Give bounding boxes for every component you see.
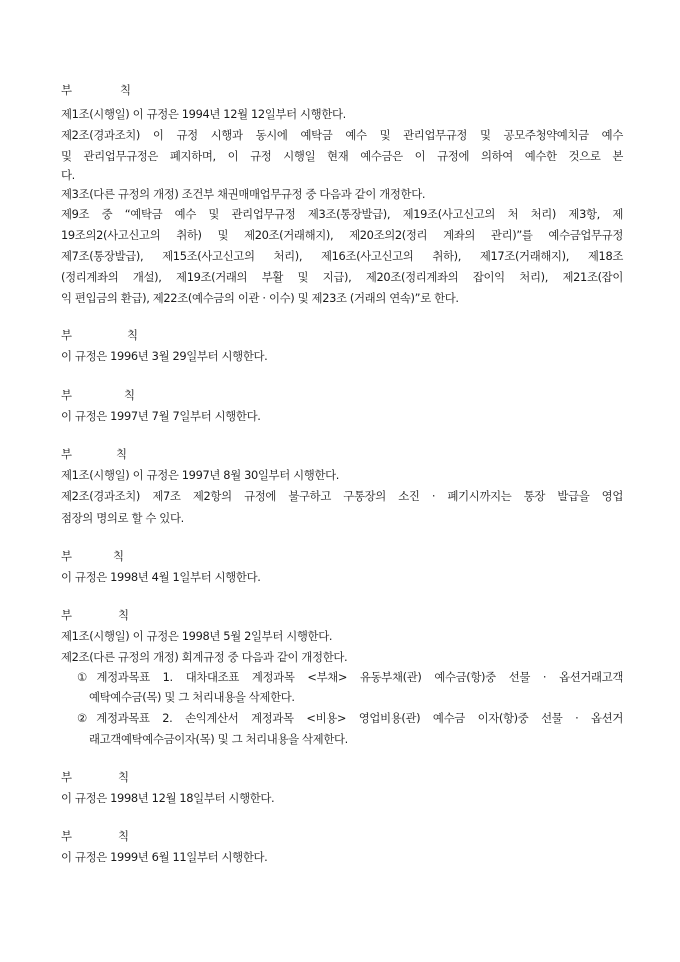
article-item-line: ②계정과목표 2. 손익계산서 계정과목 <비용> 영업비용(관) 예수금 이자(항)중 선물 · 옵션거 bbox=[77, 711, 623, 725]
article-line: 이 규정은 1999년 6월 11일부터 시행한다. bbox=[61, 850, 268, 864]
article-line: 제1조(시행일) 이 규정은 1997년 8월 30일부터 시행한다. bbox=[61, 468, 340, 482]
article-item-line: 래고객예탁예수금이자(목) 및 그 처리내용을 삭제한다. bbox=[89, 732, 348, 746]
addendum-heading: 부 칙 bbox=[61, 447, 128, 461]
article-line: 이 규정은 1998년 4월 1일부터 시행한다. bbox=[61, 570, 261, 584]
article-item-line: ①계정과목표 1. 대차대조표 계정과목 <부채> 유동부채(관) 예수금(항)중 선물 · 옵션거래고객 bbox=[77, 670, 623, 684]
article-line: 제2조(경과조치) 이 규정 시행과 동시에 예탁금 예수 및 관리업무규정 및 공모주청약예치금 예수 bbox=[61, 128, 623, 142]
article-line: 이 규정은 1997년 7월 7일부터 시행한다. bbox=[61, 409, 261, 423]
addendum-heading: 부 칙 bbox=[61, 549, 125, 563]
addendum-heading: 부 칙 bbox=[61, 608, 130, 622]
article-line: 제9조 중 “예탁금 예수 및 관리업무규정 제3조(통장발급), 제19조(사고신고의 처 처리) 제3항, 제 bbox=[61, 207, 623, 221]
article-line: 제2조(경과조치) 제7조 제2항의 규정에 불구하고 구통장의 소진 · 폐기시까지는 통장 발급을 영업 bbox=[61, 489, 623, 503]
article-line: 및 관리업무규정은 폐지하며, 이 규정 시행일 현재 예수금은 이 규정에 의하여 예수한 것으로 본 bbox=[61, 149, 623, 163]
article-line: 다. bbox=[61, 168, 75, 182]
addendum-heading: 부 칙 bbox=[61, 328, 139, 342]
article-line: 제1조(시행일) 이 규정은 1994년 12월 12일부터 시행한다. bbox=[61, 107, 346, 121]
article-line: 이 규정은 1996년 3월 29일부터 시행한다. bbox=[61, 349, 268, 363]
article-line: 점장의 명의로 할 수 있다. bbox=[61, 511, 184, 525]
article-item-line: 예탁예수금(목) 및 그 처리내용을 삭제한다. bbox=[89, 690, 295, 704]
article-line: 제1조(시행일) 이 규정은 1998년 5월 2일부터 시행한다. bbox=[61, 629, 333, 643]
article-line: 익 편입금의 환급), 제22조(예수금의 이관 · 이수) 및 제23조 (거래의 연속)”로 한다. bbox=[61, 291, 459, 305]
addendum-heading: 부 칙 bbox=[61, 83, 132, 97]
addendum-heading: 부 칙 bbox=[61, 829, 130, 843]
article-line: 19조의2(사고신고의 취하) 및 제20조(거래해지), 제20조의2(정리 계좌의 관리)”를 예수금업무규정 bbox=[61, 228, 623, 242]
article-line: 제7조(통장발급), 제15조(사고신고의 처리), 제16조(사고신고의 취하), 제17조(거래해지), 제18조 bbox=[61, 249, 623, 263]
article-line: 제3조(다른 규정의 개정) 조건부 채권매매업무규정 중 다음과 같이 개정한다. bbox=[61, 187, 426, 201]
addendum-heading: 부 칙 bbox=[61, 388, 136, 402]
addendum-heading: 부 칙 bbox=[61, 770, 130, 784]
article-line: (정리계좌의 개설), 제19조(거래의 부활 및 지급), 제20조(정리계좌의 잡이익 처리), 제21조(잡이 bbox=[61, 270, 623, 284]
article-line: 이 규정은 1998년 12월 18일부터 시행한다. bbox=[61, 791, 275, 805]
article-line: 제2조(다른 규정의 개정) 회계규정 중 다음과 같이 개정한다. bbox=[61, 650, 348, 664]
